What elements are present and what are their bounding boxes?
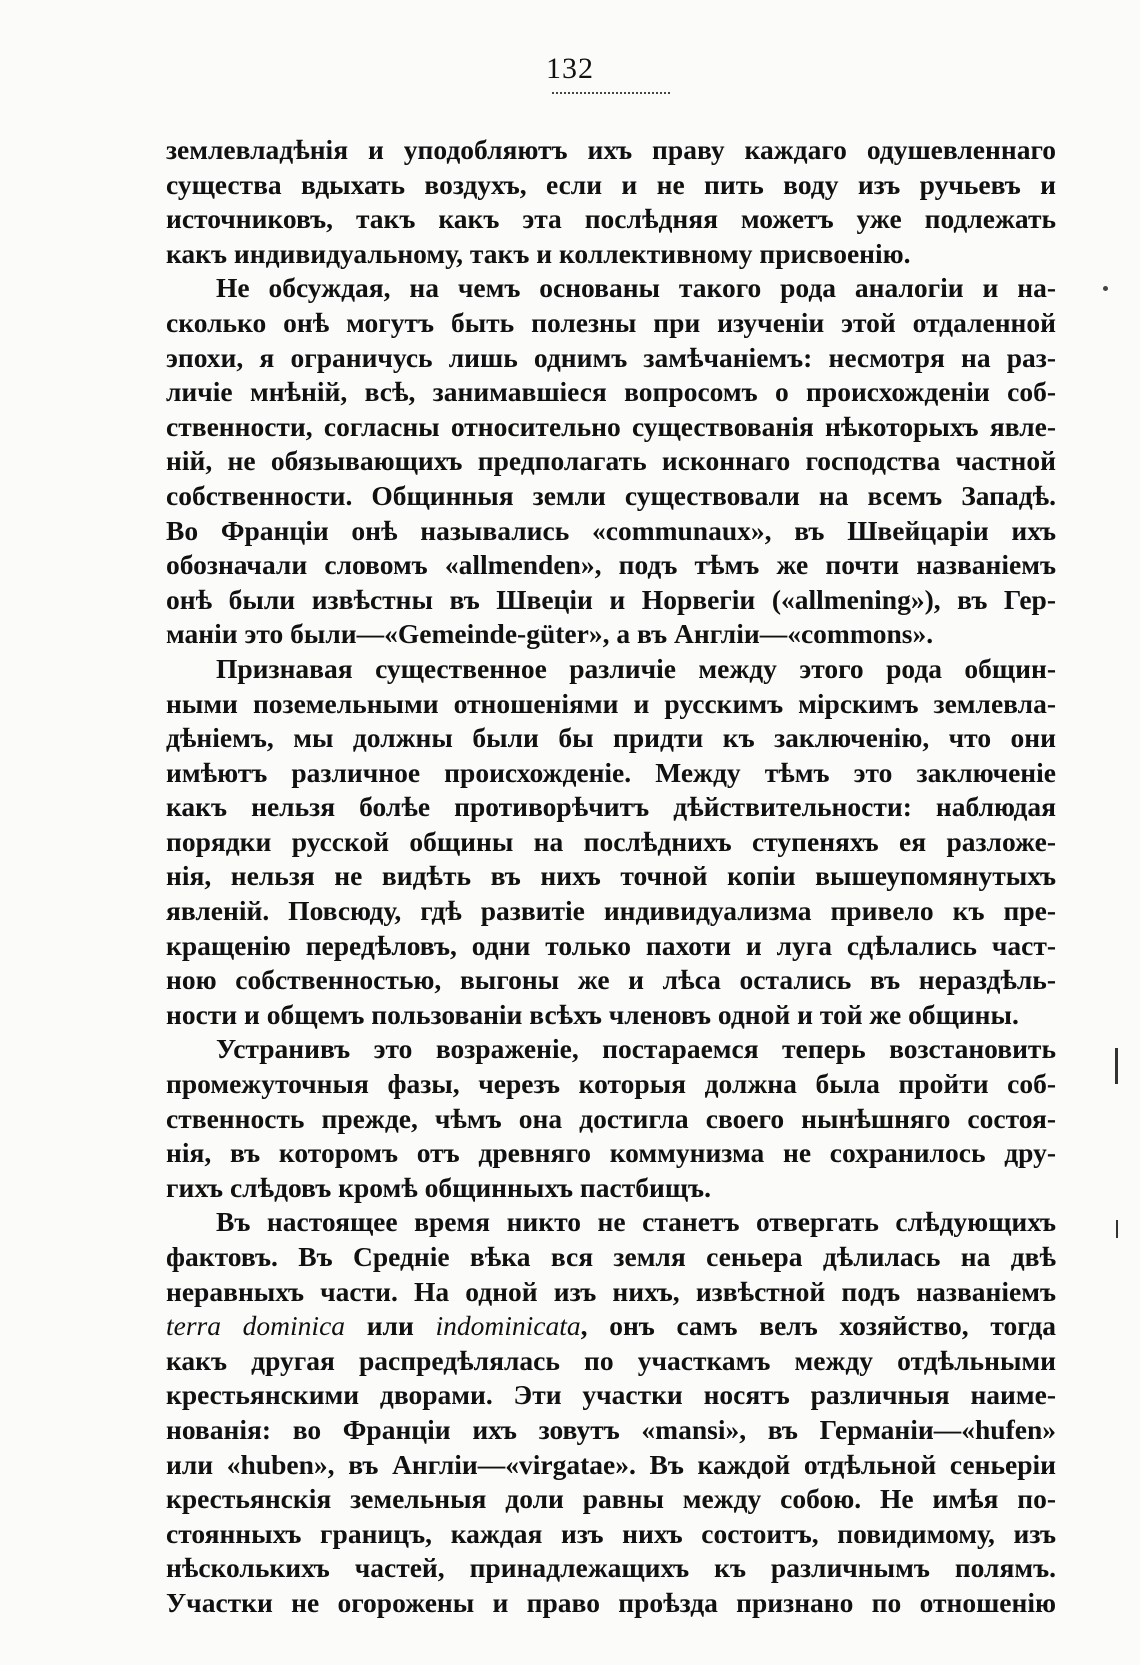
scan-mark: [1115, 1048, 1118, 1084]
scan-speck: [1103, 286, 1108, 291]
text-line: землевладѣнія и уподобляютъ ихъ праву каждаго одушевленнаго: [166, 134, 1056, 165]
text-line: эпохи, я ограничусь лишь однимъ замѣчаніемъ: несмотря на раз-: [166, 341, 1056, 373]
text-line: неравныхъ части. На одной изъ нихъ, извѣстной подъ названіемъ: [166, 1275, 1056, 1307]
text-line: нованія: во Франціи ихъ зовутъ «mansi», въ Германіи—«hufen»: [166, 1413, 1056, 1445]
text-line: личіе мнѣній, всѣ, занимавшіеся вопросомъ о происхожденіи соб-: [166, 376, 1056, 408]
text-line: Устранивъ это возраженіе, постараемся теперь возстановить: [216, 1033, 1056, 1065]
text-line: существа вдыхать воздухъ, если и не пить воду изъ ручьевъ и: [166, 168, 1056, 200]
text-fragment: или: [345, 1310, 436, 1342]
text-line: источниковъ, такъ какъ эта послѣдняя можетъ уже подлежать: [166, 203, 1056, 235]
text-line: какъ нельзя болѣе противорѣчитъ дѣйствительности: наблюдая: [166, 791, 1056, 823]
text-line: явленій. Повсюду, гдѣ развитіе индивидуализма привело къ пре-: [166, 895, 1056, 927]
page-number: 132: [546, 52, 594, 85]
italic-term: terra dominica: [166, 1310, 346, 1342]
text-line-italic-terms: [166, 1309, 1056, 1344]
text-line: какъ индивидуальному, такъ и коллективному присвоенію.: [166, 237, 911, 269]
text-line: крестьянскія земельныя доли равны между собою. Не имѣя по-: [166, 1483, 1056, 1515]
text-line: гихъ слѣдовъ кромѣ общинныхъ пастбищъ.: [166, 1171, 711, 1203]
text-line: маніи это были—«Gemeinde-güter», а въ Англіи—«commons».: [166, 618, 934, 650]
page-number-rule: [552, 92, 670, 94]
text-line: ственности, согласны относительно существованія нѣкоторыхъ явле-: [166, 410, 1056, 442]
text-line: нѣсколькихъ частей, принадлежащихъ къ различнымъ полямъ.: [166, 1552, 1056, 1584]
text-line: собственности. Общинныя земли существовали на всемъ Западѣ.: [166, 479, 1056, 511]
text-line: стоянныхъ границъ, каждая изъ нихъ состоитъ, повидимому, изъ: [166, 1517, 1056, 1549]
text-line: ною собственностью, выгоны же и лѣса остались въ нераздѣль-: [166, 964, 1056, 996]
text-line: обозначали словомъ «allmenden», подъ тѣмъ же почти названіемъ: [166, 549, 1056, 581]
text-line: нія, въ которомъ отъ древняго коммунизма не сохранилось дру-: [166, 1137, 1056, 1169]
text-line: Не обсуждая, на чемъ основаны такого рода аналогіи и на-: [216, 272, 1056, 304]
text-line: фактовъ. Въ Средніе вѣка вся земля сеньера дѣлилась на двѣ: [166, 1241, 1056, 1272]
paragraph-5: [166, 1205, 1056, 1620]
text-line: сколько онѣ могутъ быть полезны при изученіи этой отдаленной: [166, 306, 1056, 338]
text-line: ственность прежде, чѣмъ она достигла своего нынѣшняго состоя-: [166, 1102, 1056, 1134]
text-line: ности и общемъ пользованіи всѣхъ членовъ одной и той же общины.: [166, 998, 1019, 1030]
scan-mark: [1116, 1220, 1118, 1238]
body-text: [166, 133, 1056, 1621]
text-line: Въ настоящее время никто не станетъ отвергать слѣдующихъ: [216, 1206, 1056, 1238]
text-line: промежуточныя фазы, черезъ которыя должна была пройти соб-: [166, 1068, 1056, 1100]
text-line: или «huben», въ Англіи—«virgatae». Въ каждой отдѣльной сеньеріи: [166, 1448, 1056, 1480]
text-line: порядки русской общины на послѣднихъ ступеняхъ ея разложе-: [166, 825, 1056, 857]
text-line: крестьянскими дворами. Эти участки носятъ различныя наиме-: [166, 1379, 1056, 1411]
text-line: кращенію передѣловъ, одни только пахоти и луга сдѣлались част-: [166, 929, 1056, 961]
text-line: ными поземельными отношеніями и русскимъ мірскимъ землевла-: [166, 687, 1056, 719]
text-line: ній, не обязывающихъ предполагать исконнаго господства частной: [166, 445, 1056, 477]
text-line: Участки не огорожены и право проѣзда признано по отношенію: [166, 1586, 1056, 1618]
paragraph-2: [166, 271, 1056, 652]
text-line: Признавая существенное различіе между этого рода общин-: [216, 652, 1056, 684]
text-line: дѣніемъ, мы должны были бы придти къ заключенію, что они: [166, 722, 1056, 754]
paragraph-3: [166, 652, 1056, 1033]
text-line: нія, нельзя не видѣть въ нихъ точной копіи вышеупомянутыхъ: [166, 860, 1056, 892]
text-line: Во Франціи онѣ назывались «communaux», въ Швейцаріи ихъ: [166, 514, 1056, 546]
text-line: онѣ были извѣстны въ Швеціи и Норвегіи («allmening»), въ Гер-: [166, 583, 1056, 615]
text-line: какъ другая распредѣлялась по участкамъ между отдѣльными: [166, 1344, 1056, 1376]
paragraph-1: [166, 133, 1056, 271]
paragraph-4: [166, 1032, 1056, 1205]
italic-term: indominicata: [435, 1310, 581, 1342]
text-fragment: , онъ самъ велъ хозяйство, тогда: [580, 1310, 1056, 1342]
text-line: имѣютъ различное происхожденіе. Между тѣмъ это заключеніе: [166, 756, 1056, 788]
